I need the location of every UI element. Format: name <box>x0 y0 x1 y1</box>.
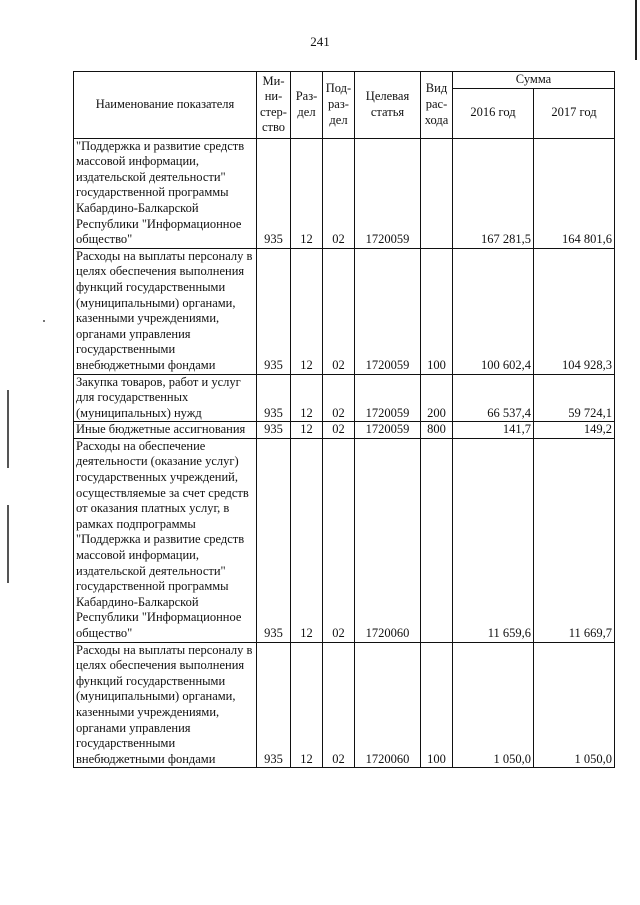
header-year-2017: 2017 год <box>534 88 615 138</box>
row-name: Закупка товаров, работ и услуг для государственных (муниципальных) нужд <box>74 374 257 422</box>
row-ministry: 935 <box>257 248 291 374</box>
row-section: 12 <box>291 422 323 439</box>
row-subsection: 02 <box>323 374 355 422</box>
row-target: 1720060 <box>355 642 421 768</box>
row-type <box>421 138 453 248</box>
row-sum-2016: 66 537,4 <box>453 374 534 422</box>
row-name: Расходы на выплаты персоналу в целях обеспечения выполнения функций государственными (муниципальными) органами, казенными учреждениями, органами управления государственными внебюджетными фондами <box>74 248 257 374</box>
row-section: 12 <box>291 138 323 248</box>
right-edge-rule <box>635 0 637 60</box>
row-type <box>421 438 453 642</box>
row-target: 1720059 <box>355 374 421 422</box>
header-subsection: Под- раз- дел <box>323 72 355 139</box>
row-sum-2016: 11 659,6 <box>453 438 534 642</box>
row-name: "Поддержка и развитие средств массовой информации, издательской деятельности" государственной программы Кабардино-Балкарской Республики "Информационное общество" <box>74 138 257 248</box>
row-section: 12 <box>291 642 323 768</box>
row-type: 100 <box>421 642 453 768</box>
row-target: 1720059 <box>355 248 421 374</box>
row-target: 1720059 <box>355 138 421 248</box>
row-subsection: 02 <box>323 422 355 439</box>
row-type: 800 <box>421 422 453 439</box>
row-subsection: 02 <box>323 642 355 768</box>
table-row <box>74 374 615 422</box>
row-ministry: 935 <box>257 642 291 768</box>
header-expense-type: Вид рас- хода <box>421 72 453 139</box>
row-target: 1720059 <box>355 422 421 439</box>
row-subsection: 02 <box>323 438 355 642</box>
header-section: Раз- дел <box>291 72 323 139</box>
left-margin-mark <box>7 390 9 468</box>
row-section: 12 <box>291 248 323 374</box>
row-subsection: 02 <box>323 248 355 374</box>
row-sum-2017: 149,2 <box>534 422 615 439</box>
table-row <box>74 642 615 768</box>
budget-table <box>73 71 615 768</box>
left-margin-mark <box>7 505 9 583</box>
row-ministry: 935 <box>257 438 291 642</box>
row-section: 12 <box>291 438 323 642</box>
header-sum: Сумма <box>453 72 615 89</box>
header-year-2016: 2016 год <box>453 88 534 138</box>
table-row <box>74 138 615 248</box>
row-ministry: 935 <box>257 138 291 248</box>
row-ministry: 935 <box>257 374 291 422</box>
row-sum-2017: 104 928,3 <box>534 248 615 374</box>
page-number: 241 <box>310 34 330 49</box>
scan-speck <box>43 320 45 322</box>
row-target: 1720060 <box>355 438 421 642</box>
row-type: 200 <box>421 374 453 422</box>
row-sum-2016: 100 602,4 <box>453 248 534 374</box>
row-section: 12 <box>291 374 323 422</box>
row-sum-2016: 141,7 <box>453 422 534 439</box>
row-sum-2017: 59 724,1 <box>534 374 615 422</box>
row-name: Иные бюджетные ассигнования <box>74 422 257 439</box>
table-row <box>74 248 615 374</box>
row-type: 100 <box>421 248 453 374</box>
header-name: Наименование показателя <box>74 72 257 139</box>
row-sum-2016: 167 281,5 <box>453 138 534 248</box>
row-ministry: 935 <box>257 422 291 439</box>
row-sum-2017: 11 669,7 <box>534 438 615 642</box>
row-sum-2016: 1 050,0 <box>453 642 534 768</box>
row-subsection: 02 <box>323 138 355 248</box>
row-sum-2017: 164 801,6 <box>534 138 615 248</box>
row-name: Расходы на обеспечение деятельности (оказание услуг) государственных учреждений, осуществляемые за счет средств от оказания платных услуг, в рамках подпрограммы "Поддержка и развитие средств массовой информации, издательской деятельности" государственной программы Кабардино-Балкарской Республики "Информационное общество" <box>74 438 257 642</box>
header-target-article: Целевая статья <box>355 72 421 139</box>
row-sum-2017: 1 050,0 <box>534 642 615 768</box>
header-ministry: Ми- ни- стер- ство <box>257 72 291 139</box>
table-row <box>74 438 615 642</box>
table-row <box>74 422 615 439</box>
row-name: Расходы на выплаты персоналу в целях обеспечения выполнения функций государственными (муниципальными) органами, казенными учреждениями, органами управления государственными внебюджетными фондами <box>74 642 257 768</box>
